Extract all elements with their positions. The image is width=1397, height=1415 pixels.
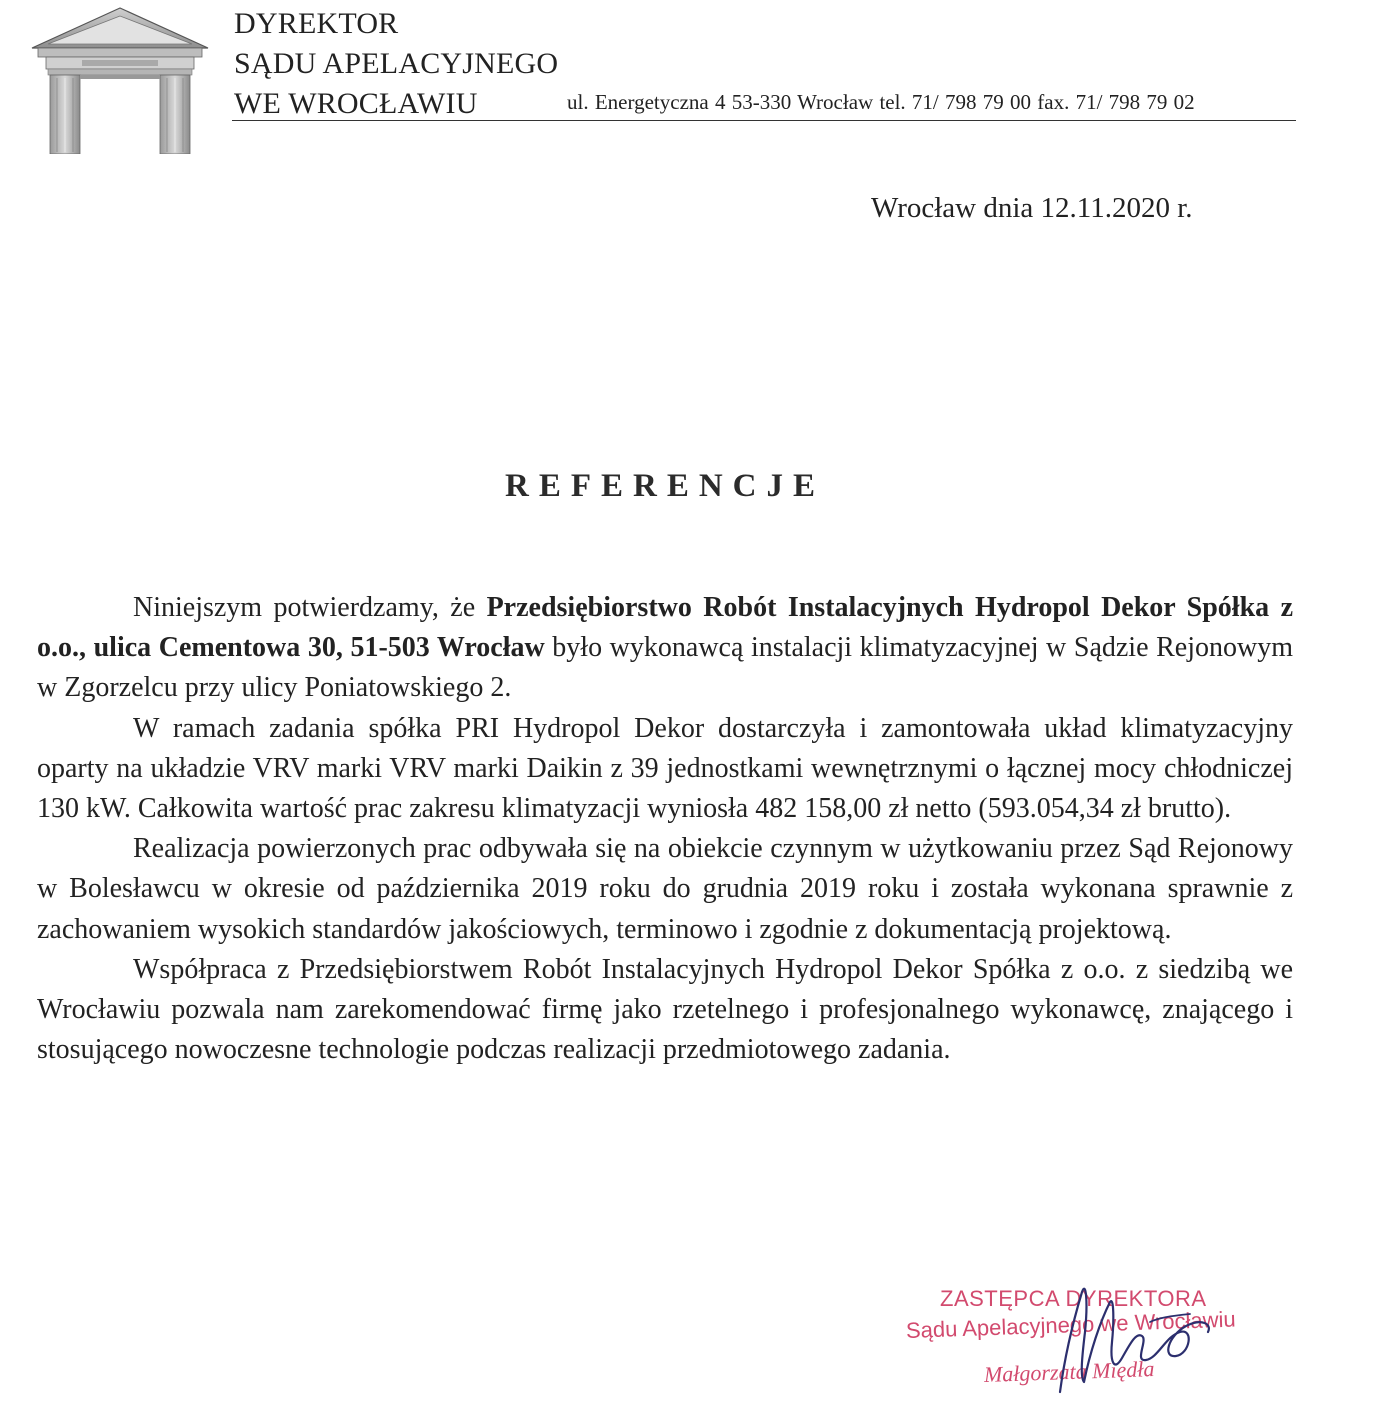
stamp-title: ZASTĘPCA DYREKTORA <box>940 1286 1207 1311</box>
handwritten-signature <box>1030 1262 1230 1412</box>
paragraph-2: W ramach zadania spółka PRI Hydropol Dekor dostarczyła i zamontowała układ klimatyzacyjny oparty na układzie VRV marki VRV marki Daikin z 39 jednostkami wewnętrznymi o łącznej mocy chłodniczej 130 kW. Całkowita wartość prac zakresu klimatyzacji wyniosła 482 158,00 zł netto (593.054,34 zł brutto). <box>37 712 1293 825</box>
paragraph-1-rest: było wykonawcą instalacji klimatyzacyjnej w Sądzie Rejonowym w Zgorzelcu przy ulicy Poniatowskiego 2. <box>37 632 1293 704</box>
company-name: Przedsiębiorstwo Robót Instalacyjnych Hydropol Dekor Spółka z o.o., ulica Cementowa 30, 51-503 Wrocław <box>37 592 1294 664</box>
paragraph-1 <box>37 588 1293 709</box>
contact-info: ul. Energetyczna 4 53-330 Wrocław tel. 71/ 798 79 00 fax. 71/ 798 79 02 <box>567 90 1195 114</box>
org-name-line1: DYREKTOR <box>234 7 399 40</box>
org-name-line3: WE WROCŁAWIU <box>234 87 478 120</box>
letter-body <box>37 588 1293 1070</box>
org-name <box>234 4 558 124</box>
stamp-institution: Sądu Apelacyjnego we Wrocławiu <box>905 1306 1237 1343</box>
header-divider <box>232 120 1296 121</box>
stamp-signatory: Małgorzata Międła <box>983 1356 1155 1387</box>
courthouse-portico-icon <box>30 2 210 154</box>
document-date: Wrocław dnia 12.11.2020 r. <box>871 192 1193 224</box>
paragraph-4: Współpraca z Przedsiębiorstwem Robót Instalacyjnych Hydropol Dekor Spółka z o.o. z siedzibą we Wrocławiu pozwala nam zarekomendować firmę jako rzetelnego i profesjonalnego wykonawcę, znającego i stosującego nowoczesne technologie podczas realizacji przedmiotowego zadania. <box>37 953 1293 1066</box>
paragraph-1-intro: Niniejszym potwierdzamy, że <box>133 592 487 623</box>
document-title: REFERENCJE <box>504 468 826 504</box>
org-name-line2: SĄDU APELACYJNEGO <box>234 47 559 80</box>
paragraph-3: Realizacja powierzonych prac odbywała się na obiekcie czynnym w użytkowaniu przez Sąd Rejonowy w Bolesławcu w okresie od października 2019 roku do grudnia 2019 roku i została wykonana sprawnie z zachowaniem wysokich standardów jakościowych, terminowo i zgodnie z dokumentacją projektową. <box>37 833 1293 945</box>
